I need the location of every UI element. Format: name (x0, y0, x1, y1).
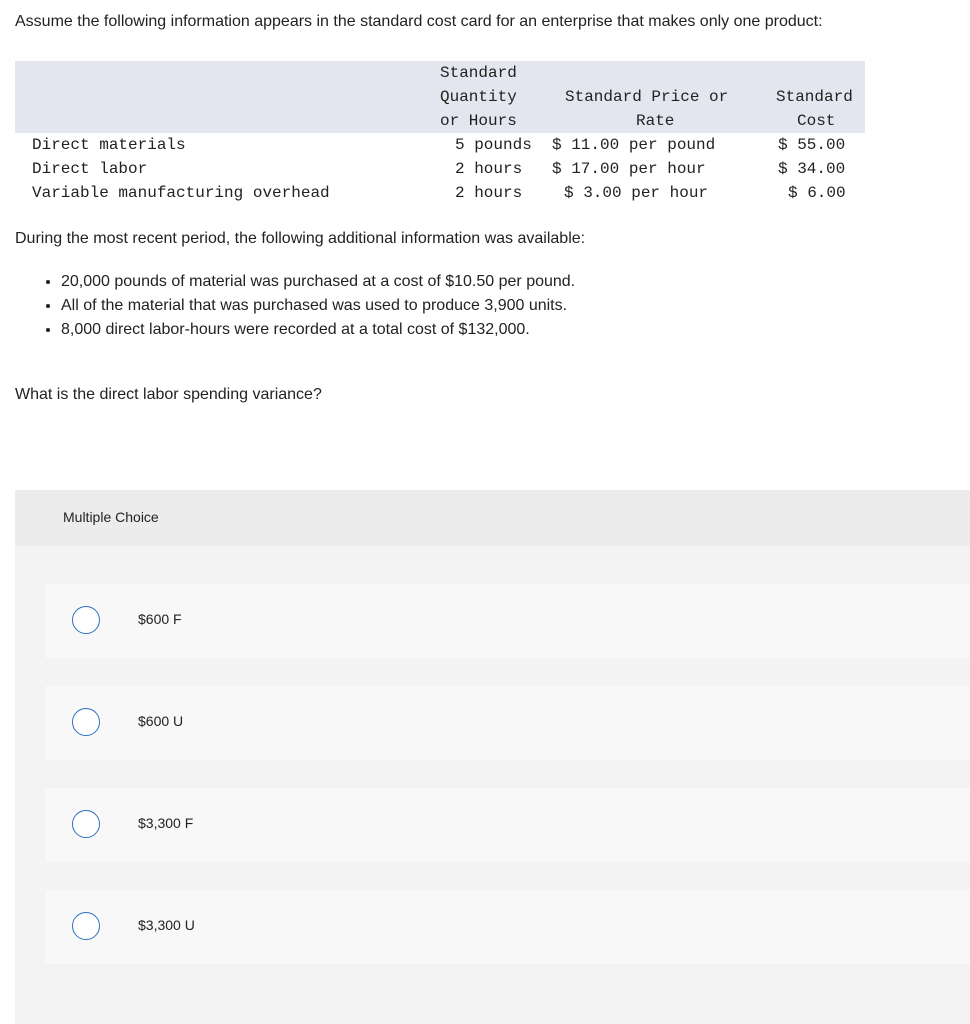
row-item: Direct labor (32, 160, 148, 178)
header-price-line1: Standard Price or (565, 88, 729, 106)
row-quantity: 2 hours (455, 184, 523, 202)
question-text: What is the direct labor spending variance? (15, 386, 322, 403)
standard-cost-card-table (15, 61, 865, 202)
row-quantity: 2 hours (455, 160, 523, 178)
choice-label: $600 F (138, 611, 182, 627)
radio-button[interactable] (72, 810, 100, 838)
radio-button[interactable] (72, 912, 100, 940)
row-price: $ 3.00 per hour (564, 184, 709, 202)
row-cost: $ 6.00 (788, 184, 846, 202)
list-item: • All of the material that was purchased was used to produce 3,900 units. (61, 294, 575, 318)
header-cost-line2: Cost (797, 112, 836, 130)
choice-label: $3,300 U (138, 917, 195, 933)
problem-intro: Assume the following information appears in the standard cost card for an enterprise that makes only one product: (15, 13, 823, 30)
choice-label: $3,300 F (138, 815, 194, 831)
list-item: • 8,000 direct labor-hours were recorded at a total cost of $132,000. (61, 318, 575, 342)
header-price-line2: Rate (636, 112, 675, 130)
row-price: $ 11.00 per pound (552, 136, 716, 154)
header-quantity-line3: or Hours (440, 112, 517, 130)
choice-option-3[interactable] (45, 788, 970, 862)
header-quantity-line2: Quantity (440, 88, 517, 106)
radio-button[interactable] (72, 606, 100, 634)
choice-label: $600 U (138, 713, 184, 729)
list-item: • 20,000 pounds of material was purchased at a cost of $10.50 per pound. (61, 270, 575, 294)
row-item: Direct materials (32, 136, 186, 154)
facts-list (25, 270, 575, 342)
row-cost: $ 55.00 (778, 136, 846, 154)
additional-info-intro: During the most recent period, the following additional information was available: (15, 230, 586, 247)
multiple-choice-panel (15, 490, 970, 1024)
choice-option-1[interactable] (45, 584, 970, 658)
header-cost-line1: Standard (776, 88, 853, 106)
header-quantity-line1: Standard (440, 64, 517, 82)
row-quantity: 5 pounds (455, 136, 532, 154)
radio-button[interactable] (72, 708, 100, 736)
multiple-choice-title: Multiple Choice (63, 509, 159, 525)
choice-option-2[interactable] (45, 686, 970, 760)
row-cost: $ 34.00 (778, 160, 846, 178)
row-price: $ 17.00 per hour (552, 160, 706, 178)
row-item: Variable manufacturing overhead (32, 184, 330, 202)
multiple-choice-header (15, 490, 970, 546)
choice-option-4[interactable] (45, 890, 970, 964)
